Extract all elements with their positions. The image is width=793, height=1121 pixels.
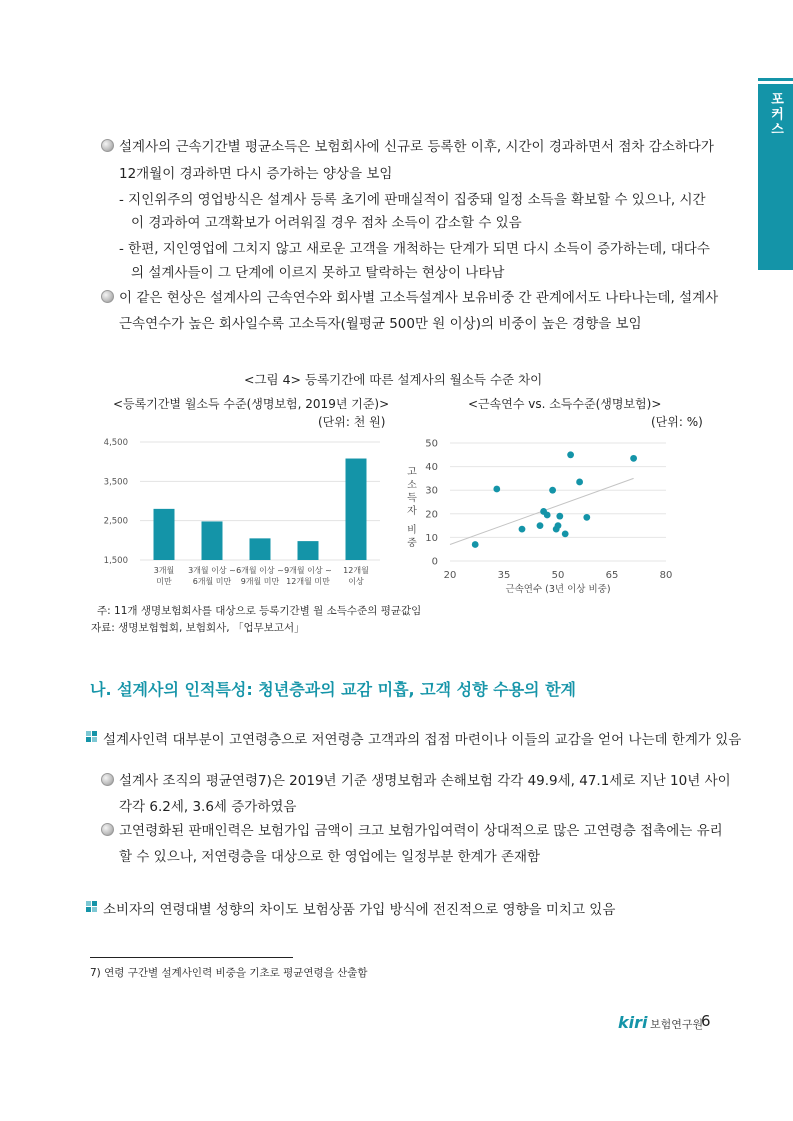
scatter-y-tick-label: 40 <box>425 462 438 474</box>
bar-chart <box>90 432 390 597</box>
scatter-y-tick-label: 0 <box>431 556 438 568</box>
bar-category-label: 6개월 이상 ~ <box>236 566 284 575</box>
scatter-point <box>583 514 590 521</box>
footnote-text: 7) 연령 구간별 설계사인력 비중을 기초로 평균연령을 산출함 <box>90 967 368 979</box>
bar <box>346 459 367 560</box>
scatter-x-tick-label: 20 <box>443 570 457 581</box>
circle-bullet-icon <box>101 290 114 303</box>
bar-y-tick-label: 2,500 <box>103 516 128 527</box>
bar-category-label: 6개월 미만 <box>192 577 232 586</box>
bar <box>154 509 175 560</box>
scatter-point <box>544 512 551 519</box>
bar-category-label: 12개월 미만 <box>286 577 330 586</box>
scatter-point <box>576 479 583 486</box>
bullet-text: 근속연수가 높은 회사일수록 고소득자(월평균 500만 원 이상)의 비중이 높은 경향을 보임 <box>119 316 642 332</box>
scatter-y-tick-label: 30 <box>425 485 438 497</box>
bar-y-tick-label: 4,500 <box>103 438 128 448</box>
scatter-x-tick-label: 80 <box>659 570 673 581</box>
scatter-x-tick-label: 50 <box>551 570 565 581</box>
bar-category-label: 12개월 <box>343 566 369 575</box>
scatter-chart <box>398 435 683 600</box>
circle-bullet-icon <box>101 139 114 152</box>
left-chart-unit: (단위: 천 원) <box>318 415 386 429</box>
scatter-y-tick-label: 20 <box>425 509 438 521</box>
page-number: 6 <box>701 1012 711 1030</box>
dash-text: - 한편, 지인영업에 그치지 않고 새로운 고객을 개척하는 단계가 되면 다시 소득이 증가하는데, 대다수 <box>119 241 710 257</box>
dash-text: - 지인위주의 영업방식은 설계사 등록 초기에 판매실적이 집중돼 일정 소득을 확보할 수 있으나, 시간 <box>119 192 706 208</box>
bar-y-tick-label: 3,500 <box>103 477 128 488</box>
bullet-text: 할 수 있으나, 저연령층을 대상으로 한 영업에는 일정부분 한계가 존재함 <box>119 849 541 865</box>
square-bullet-text: 설계사인력 대부분이 고연령층으로 저연령층 고객과의 접점 마련이나 이들의 교감을 얻어 나는데 한계가 있음 <box>103 732 742 748</box>
bar-category-label: 이상 <box>348 577 364 586</box>
bar <box>202 521 223 560</box>
square-bullet-icon <box>86 731 98 743</box>
scatter-y-tick-label: 50 <box>425 438 438 450</box>
circle-bullet-icon <box>101 823 114 836</box>
scatter-point <box>537 522 544 529</box>
bar-category-label: 미만 <box>156 577 172 586</box>
kiri-logo: kiri <box>618 1013 648 1032</box>
bullet-text: 고연령화된 판매인력은 보험가입 금액이 크고 보험가입여력이 상대적으로 많은 고연령층 접촉에는 유리 <box>119 823 723 839</box>
bar-category-label: 3개월 <box>153 566 175 575</box>
bullet-text: 설계사의 근속기간별 평균소득은 보험회사에 신규로 등록한 이후, 시간이 경과하면서 점차 감소하다가 <box>119 139 714 155</box>
scatter-point <box>567 451 574 458</box>
scatter-y-tick-label: 10 <box>425 532 438 544</box>
section-side-tab <box>758 84 793 270</box>
figure-title: <그림 4> 등록기간에 따른 설계사의 월소득 수준 차이 <box>244 372 543 387</box>
left-chart-title: <등록기간별 월소득 수준(생명보험, 2019년 기준)> <box>113 397 390 411</box>
section-heading: 나. 설계사의 인적특성: 청년층과의 교감 미흡, 고객 성향 수용의 한계 <box>90 680 577 699</box>
bar-category-label: 9개월 미만 <box>240 577 280 586</box>
bar-category-label: 9개월 이상 ~ <box>284 566 332 575</box>
dash-text: 이 경과하여 고객확보가 어려워질 경우 점차 소득이 감소할 수 있음 <box>131 215 522 231</box>
scatter-point <box>549 487 556 494</box>
scatter-point <box>630 455 637 462</box>
square-bullet-icon <box>86 901 98 913</box>
figure-source: 자료: 생명보험협회, 보험회사, 「업무보고서」 <box>91 622 305 634</box>
bullet-text: 12개월이 경과하면 다시 증가하는 양상을 보임 <box>119 166 393 182</box>
scatter-point <box>472 541 479 548</box>
bar-category-label: 3개월 이상 ~ <box>188 566 236 575</box>
side-tab-label: 포커스 <box>768 92 783 137</box>
footer-org: 보험연구원 <box>650 1018 704 1031</box>
figure-note: 주: 11개 생명보험회사를 대상으로 등록기간별 월 소득수준의 평균값임 <box>97 605 422 617</box>
bullet-text: 각각 6.2세, 3.6세 증가하였음 <box>119 799 297 815</box>
scatter-y-axis-label: 고 소 득 자 비 중 <box>407 467 417 549</box>
scatter-point <box>555 522 562 529</box>
square-bullet-text: 소비자의 연령대별 성향의 차이도 보험상품 가입 방식에 전진적으로 영향을 미치고 있음 <box>103 902 616 918</box>
scatter-point <box>493 486 500 493</box>
dash-text: 의 설계사들이 그 단계에 이르지 못하고 탈락하는 현상이 나타남 <box>131 265 505 281</box>
right-chart-unit: (단위: %) <box>651 415 703 429</box>
circle-bullet-icon <box>101 773 114 786</box>
bar <box>298 541 319 560</box>
scatter-point <box>519 526 526 533</box>
scatter-point <box>556 513 563 520</box>
bar <box>250 538 271 560</box>
right-chart-title: <근속연수 vs. 소득수준(생명보험)> <box>468 397 662 411</box>
scatter-point <box>562 530 569 537</box>
bullet-text: 설계사 조직의 평균연령7)은 2019년 기준 생명보험과 손해보험 각각 49.9세, 47.1세로 지난 10년 사이 <box>119 773 731 789</box>
scatter-x-tick-label: 65 <box>605 570 619 581</box>
footnote-divider <box>90 957 293 958</box>
bullet-text: 이 같은 현상은 설계사의 근속연수와 회사별 고소득설계사 보유비중 간 관계에서도 나타나는데, 설계사 <box>119 290 719 306</box>
scatter-x-tick-label: 35 <box>497 570 511 581</box>
bar-y-tick-label: 1,500 <box>103 556 128 566</box>
scatter-x-axis-label: 근속연수 (3년 이상 비중) <box>505 584 611 595</box>
